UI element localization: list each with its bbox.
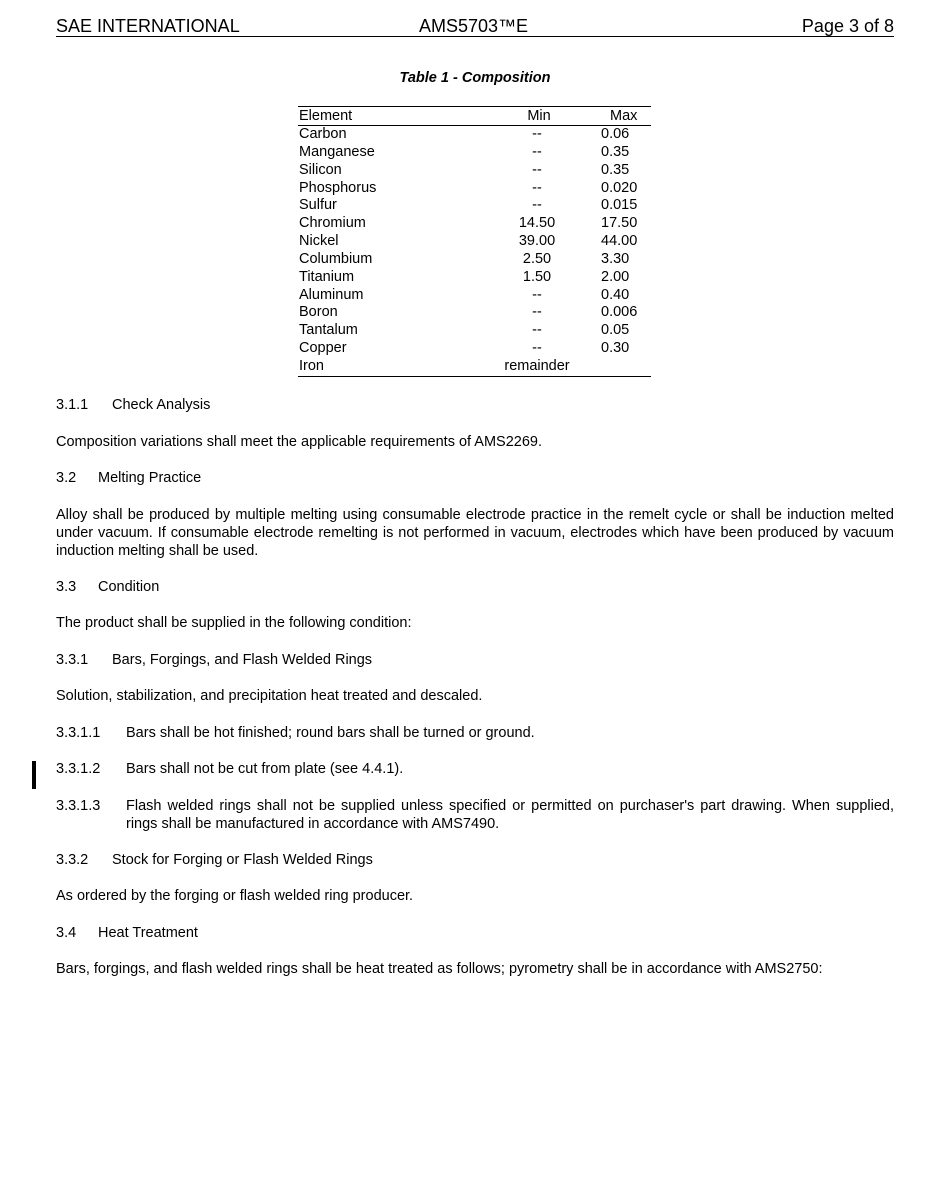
header-organization: SAE INTERNATIONAL bbox=[56, 16, 240, 36]
min-value: 39.00 bbox=[518, 233, 556, 250]
section-3-3-1-1-number: 3.3.1.1 bbox=[56, 725, 101, 741]
table-row bbox=[298, 358, 651, 376]
min-value: -- bbox=[532, 286, 542, 303]
element-name: Manganese bbox=[299, 143, 375, 160]
min-value: -- bbox=[532, 143, 542, 160]
max-value: 0.30 bbox=[601, 340, 630, 357]
table-row bbox=[298, 287, 651, 305]
section-3-4-body: Bars, forgings, and flash welded rings shall be heat treated as follows; pyrometry shall be in accordance with AMS2750: bbox=[56, 961, 823, 977]
header-page-number: Page 3 of 8 bbox=[801, 16, 894, 36]
table-row bbox=[298, 144, 651, 162]
section-3-2-body: Alloy shall be produced by multiple melting using consumable electrode practice in the remelt cycle or shall be induction melted under vacuum. If consumable electrode remelting is not performed in vacuum, electrodes which have been produced by vacuum induction melting shall be used. bbox=[56, 507, 894, 559]
table-row bbox=[298, 304, 651, 322]
column-header-max: Max bbox=[610, 108, 638, 124]
element-name: Nickel bbox=[299, 233, 339, 250]
section-3-2-heading: 3.2 Melting Practice bbox=[56, 470, 202, 486]
min-value: -- bbox=[532, 340, 542, 357]
section-3-3-body: The product shall be supplied in the following condition: bbox=[56, 615, 412, 631]
element-name: Copper bbox=[299, 340, 347, 357]
max-value: 0.40 bbox=[601, 286, 630, 303]
element-name: Tantalum bbox=[299, 322, 358, 339]
element-name: Columbium bbox=[299, 250, 373, 267]
section-3-3-2-heading: 3.3.2 Stock for Forging or Flash Welded Rings bbox=[56, 852, 373, 868]
min-value: 2.50 bbox=[522, 250, 552, 267]
table-row bbox=[298, 269, 651, 287]
section-3-1-1-heading: 3.1.1 Check Analysis bbox=[56, 397, 211, 413]
min-value: 1.50 bbox=[522, 268, 552, 285]
element-name: Aluminum bbox=[299, 286, 364, 303]
section-3-3-1-2-body: Bars shall not be cut from plate (see 4.4.1). bbox=[126, 761, 404, 777]
table-row bbox=[298, 162, 651, 180]
section-3-4-heading: 3.4 Heat Treatment bbox=[56, 925, 198, 941]
element-name: Boron bbox=[299, 304, 338, 321]
section-3-3-1-2-number: 3.3.1.2 bbox=[56, 761, 101, 777]
table-caption: Table 1 - Composition bbox=[399, 70, 551, 86]
table-row bbox=[298, 251, 651, 269]
section-3-3-1-3-body: Flash welded rings shall not be supplied unless specified or permitted on purchaser's part drawing. When supplied, rings shall be manufactured in accordance with AMS7490. bbox=[126, 798, 894, 832]
section-3-3-2-body: As ordered by the forging or flash welded ring producer. bbox=[56, 888, 414, 904]
column-header-element: Element bbox=[299, 108, 353, 124]
max-value: 0.06 bbox=[601, 126, 630, 142]
element-name: Sulfur bbox=[299, 197, 337, 214]
table-row bbox=[298, 126, 651, 144]
max-value: 0.05 bbox=[601, 322, 630, 339]
max-value: 3.30 bbox=[601, 250, 630, 267]
min-value: -- bbox=[532, 126, 542, 142]
composition-table bbox=[298, 106, 651, 377]
max-value: 0.006 bbox=[601, 304, 638, 321]
table-row bbox=[298, 215, 651, 233]
max-value: 0.015 bbox=[601, 197, 638, 214]
section-3-1-1-body: Composition variations shall meet the applicable requirements of AMS2269. bbox=[56, 434, 543, 450]
max-value: 17.50 bbox=[601, 215, 638, 232]
table-body bbox=[298, 126, 651, 376]
element-name: Chromium bbox=[299, 215, 366, 232]
element-name: Titanium bbox=[299, 268, 355, 285]
max-value: 2.00 bbox=[601, 268, 630, 285]
table-row bbox=[298, 340, 651, 358]
element-name: Iron bbox=[299, 357, 324, 374]
header-document-number: AMS5703™E bbox=[419, 16, 529, 36]
max-value: 0.020 bbox=[601, 179, 638, 196]
max-value: 44.00 bbox=[601, 233, 638, 250]
section-3-3-heading: 3.3 Condition bbox=[56, 579, 160, 595]
max-value: 0.35 bbox=[601, 161, 630, 178]
max-value: 0.35 bbox=[601, 143, 630, 160]
section-3-3-1-heading: 3.3.1 Bars, Forgings, and Flash Welded Rings bbox=[56, 652, 373, 668]
section-3-3-1-3-number: 3.3.1.3 bbox=[56, 798, 101, 814]
table-row bbox=[298, 180, 651, 198]
min-value: -- bbox=[532, 161, 542, 178]
table-row bbox=[298, 197, 651, 215]
element-name: Phosphorus bbox=[299, 179, 377, 196]
min-value: -- bbox=[532, 304, 542, 321]
min-value: 14.50 bbox=[518, 215, 556, 232]
element-name: Carbon bbox=[299, 126, 347, 142]
table-header-row bbox=[298, 107, 651, 126]
page-header bbox=[56, 16, 894, 37]
min-value: -- bbox=[532, 322, 542, 339]
change-bar bbox=[32, 761, 36, 789]
section-3-3-1-1-body: Bars shall be hot finished; round bars shall be turned or ground. bbox=[126, 725, 535, 741]
section-3-3-1-body: Solution, stabilization, and precipitation heat treated and descaled. bbox=[56, 688, 483, 704]
min-value: -- bbox=[532, 197, 542, 214]
element-name: Silicon bbox=[299, 161, 342, 178]
table-row bbox=[298, 233, 651, 251]
min-value: remainder bbox=[504, 357, 570, 374]
column-header-min: Min bbox=[527, 108, 551, 124]
min-value: -- bbox=[532, 179, 542, 196]
table-row bbox=[298, 322, 651, 340]
